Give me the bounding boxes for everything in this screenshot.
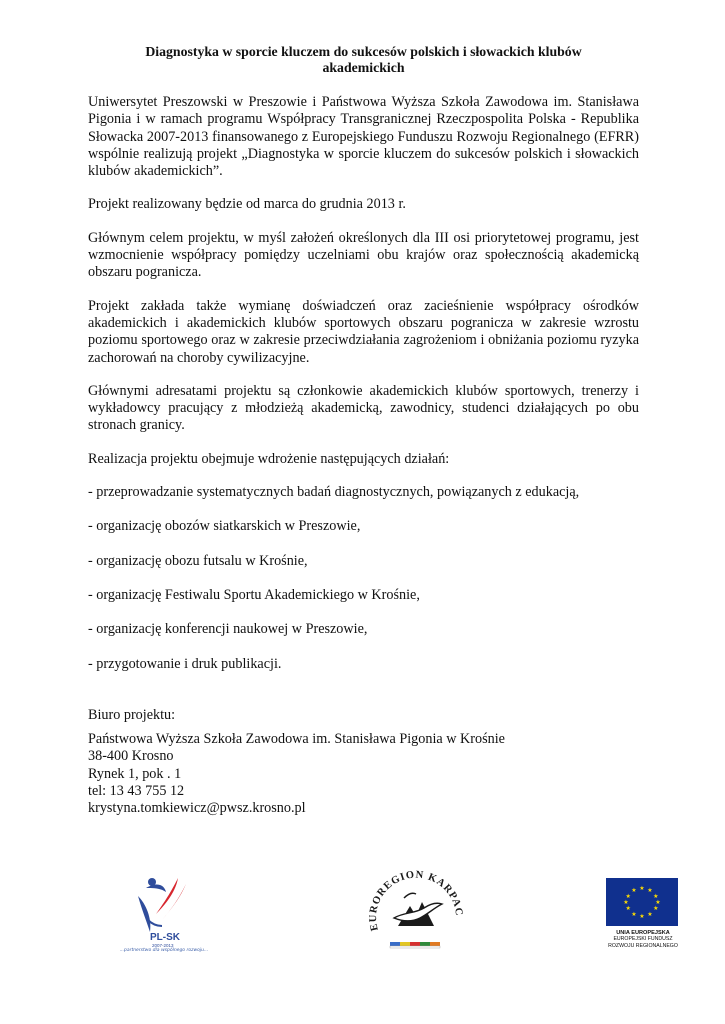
svg-text:★: ★	[639, 913, 645, 920]
plsk-emblem-icon	[116, 874, 212, 950]
svg-text:★: ★	[631, 910, 637, 918]
paragraph-target-group: Głównymi adresatami projektu są członkowie akademickich klubów sportowych, trenerzy i wykładowcy pracujący z młodzieżą akademicką, zawodnicy, studenci działających po obu stronach granicy.	[88, 382, 639, 434]
list-item: - organizację obozów siatkarskich w Preszowie,	[88, 518, 361, 535]
paragraph-assumptions: Projekt zakłada także wymianę doświadczeń oraz zacieśnienie współpracy ośrodków akademickich i akademickich klubów sportowych obszaru pogranicza w zakresie wzrostu poziomu sportowego oraz w zakresie przeciwdziałania zagrożeniom i obniżania poziomu ryzyka zachorowań na choroby cywilizacyjne.	[88, 297, 639, 366]
project-office	[88, 707, 639, 818]
svg-text:★: ★	[625, 893, 631, 900]
title-line-1: Diagnostyka w sporcie kluczem do sukcesów polskich i słowackich klubów	[145, 44, 582, 59]
office-street: Rynek 1, pok . 1	[88, 765, 182, 782]
office-name: Państwowa Wyższa Szkoła Zawodowa im. Stanisława Pigonia w Krośnie	[88, 731, 505, 748]
title-line-2: akademickich	[322, 60, 405, 75]
list-item: - organizację konferencji naukowej w Preszowie,	[88, 621, 368, 638]
list-item: - organizację obozu futsalu w Krośnie,	[88, 552, 308, 569]
eu-logo	[603, 878, 683, 966]
eu-fund-line-1: EUROPEJSKI FUNDUSZ	[613, 936, 673, 943]
list-item: - przygotowanie i druk publikacji.	[88, 655, 282, 672]
euroregion-emblem-icon	[364, 868, 468, 958]
euroregion-logo	[364, 868, 468, 958]
svg-text:★: ★	[655, 899, 661, 906]
svg-text:★: ★	[625, 905, 631, 912]
eu-name: UNIA EUROPEJSKA	[616, 930, 670, 936]
svg-text:2007-2013: 2007-2013	[152, 943, 174, 948]
svg-text:EUROREGION KARPACKI: EUROREGION KARPAC	[368, 869, 465, 932]
svg-text:★: ★	[653, 905, 659, 912]
eu-fund-line-2: ROZWOJU REGIONALNEGO	[608, 942, 678, 949]
plsk-tagline: ...partnerstwo dla wspólnego rozwoju...	[119, 948, 209, 953]
list-item: - przeprowadzanie systematycznych badań diagnostycznych, powiązanych z edukacją,	[88, 484, 580, 501]
svg-text:★: ★	[647, 910, 653, 918]
document-page	[88, 44, 639, 818]
paragraph-actions-intro: Realizacja projektu obejmuje wdrożenie następujących działań:	[88, 450, 450, 467]
paragraph-period: Projekt realizowany będzie od marca do grudnia 2013 r.	[88, 196, 406, 213]
footer-logos	[0, 868, 725, 968]
eu-flag-icon	[606, 878, 678, 926]
plsk-logo	[116, 874, 212, 960]
paragraph-intro: Uniwersytet Preszowski w Preszowie i Państwowa Wyższa Szkoła Zawodowa im. Stanisława Pigonia i w ramach programu Współpracy Transgranicznej Rzeczpospolita Polska - Republika Słowacka 2007-2013 finansowanego z Europejskiego Funduszu Rozwoju Regionalnego (EFRR) wspólnie realizują projekt „Diagnostyka w sporcie kluczem do sukcesów polskich i słowackich klubów akademickich”.	[88, 94, 639, 180]
svg-text:PL-SK: PL-SK	[150, 932, 180, 943]
office-email[interactable]: krystyna.tomkiewicz@pwsz.krosno.pl	[88, 800, 306, 817]
svg-text:★: ★	[623, 899, 629, 906]
svg-text:★: ★	[631, 887, 637, 895]
paragraph-goal: Głównym celem projektu, w myśl założeń określonych dla III osi priorytetowej programu, jest wzmocnienie współpracy pomiędzy uczelniami obu krajów oraz społecznością akademicką obszaru pogranicza.	[88, 229, 639, 281]
document-title	[88, 44, 639, 76]
actions-list	[88, 484, 639, 673]
svg-text:★: ★	[653, 893, 659, 900]
office-phone: tel: 13 43 755 12	[88, 783, 185, 800]
eu-caption	[603, 930, 683, 949]
svg-text:★: ★	[647, 887, 653, 895]
svg-text:★: ★	[639, 885, 645, 892]
office-postal: 38-400 Krosno	[88, 748, 174, 765]
list-item: - organizację Festiwalu Sportu Akademickiego w Krośnie,	[88, 586, 420, 603]
office-label: Biuro projektu:	[88, 706, 176, 723]
